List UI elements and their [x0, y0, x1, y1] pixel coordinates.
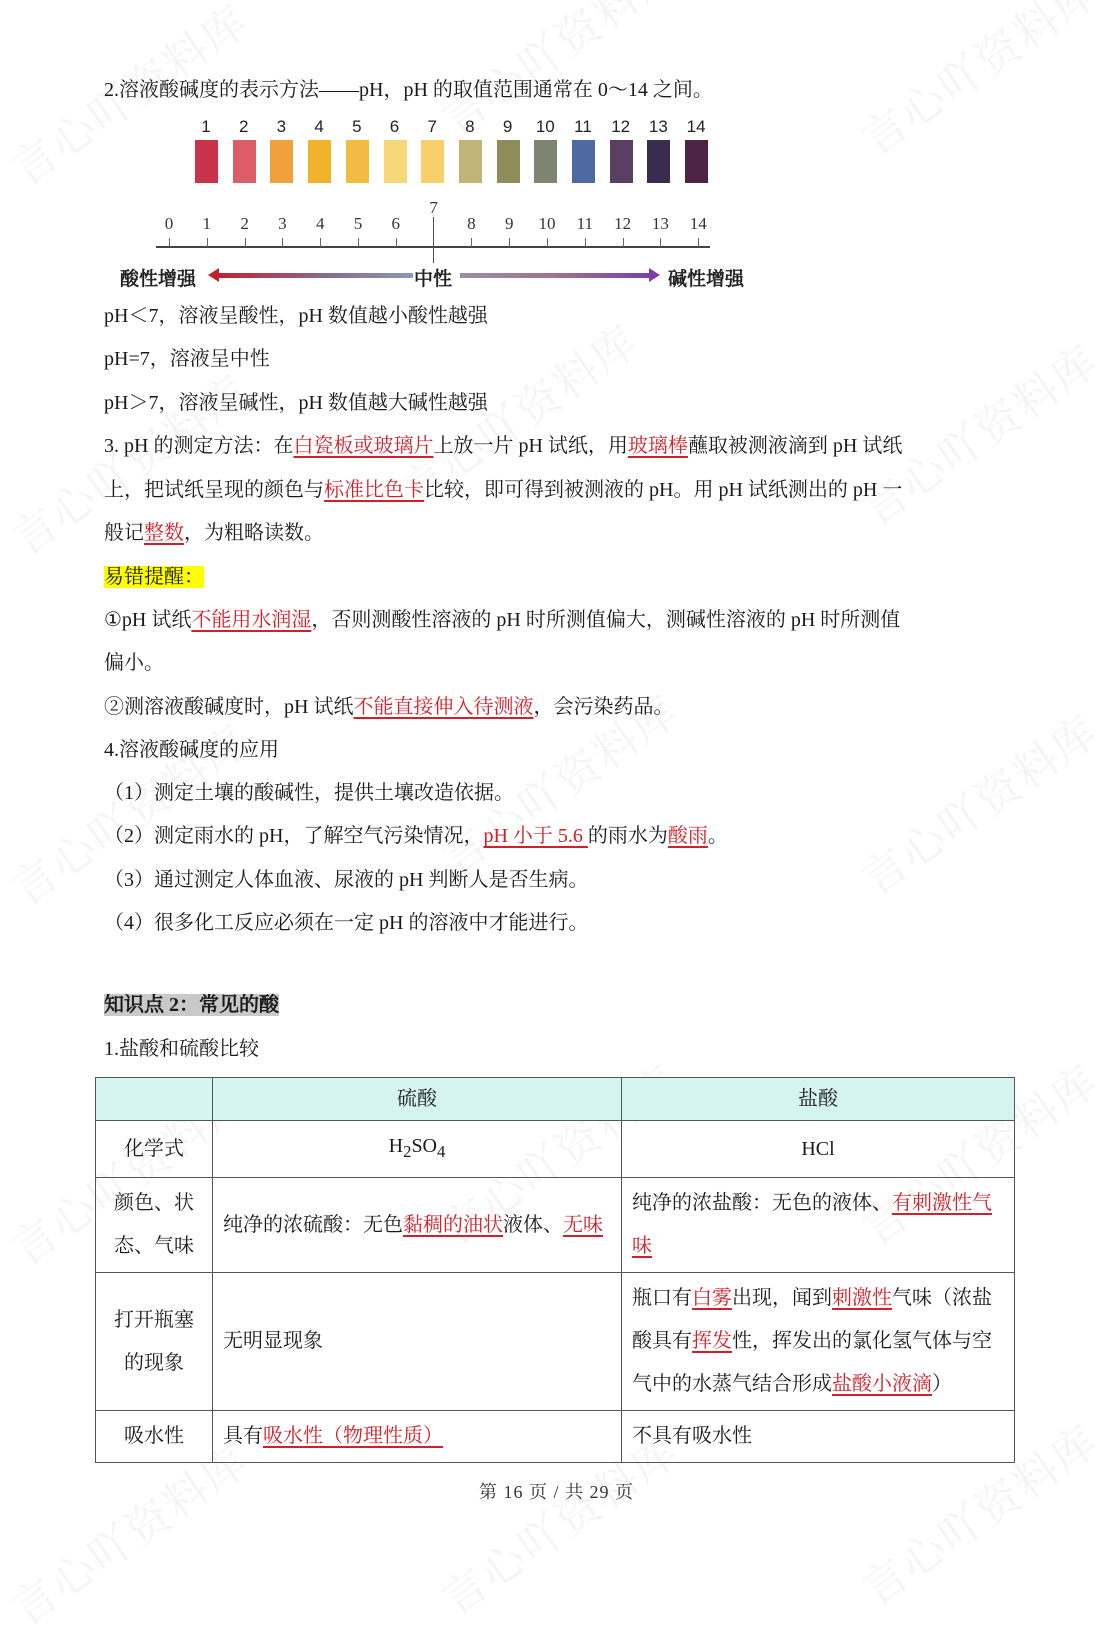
ph-color-swatch [572, 140, 595, 183]
key-term: 白瓷板或玻璃片 [293, 435, 434, 457]
key-term: 刺激性 [832, 1287, 892, 1309]
table-row [96, 1121, 1015, 1178]
warning-item-1-cont: 偏小。 [104, 652, 164, 674]
application-item-1: （1）测定土壤的酸碱性，提供土壤改造依据。 [104, 782, 514, 804]
base-stronger-label: 碱性增强 [668, 268, 745, 290]
ph-scale-number: 5 [352, 117, 362, 136]
text: 气味（浓盐酸具有 [632, 1287, 992, 1352]
ph-axis-number: 13 [651, 214, 669, 233]
subscript: 4 [437, 1142, 446, 1161]
page-number: 第 16 页 / 共 29 页 [478, 1482, 634, 1502]
watermark [847, 697, 1110, 908]
ph-color-swatch [421, 140, 444, 183]
text: 3. pH 的测定方法：在 [104, 435, 294, 457]
base-arrow-icon [460, 273, 650, 278]
ph-measure-method-line2 [104, 476, 902, 504]
ph-scale-number: 9 [502, 117, 513, 136]
ph-color-chart [110, 112, 770, 297]
ph-color-swatch [497, 140, 520, 183]
ph-color-swatch [195, 140, 218, 183]
text: ，会污染药品。 [533, 696, 674, 718]
ph-axis-tick [245, 238, 246, 247]
ph-axis-number: 5 [353, 214, 363, 233]
text: ，为粗略读数。 [184, 522, 324, 544]
ph-axis-tick [698, 238, 699, 247]
key-term: 挥发 [692, 1330, 732, 1352]
table-header-cell: 盐酸 [622, 1078, 1015, 1121]
ph-scale-number: 3 [276, 117, 287, 136]
ph-axis-number: 1 [202, 214, 212, 233]
ph-color-swatch [270, 140, 293, 183]
ph-axis-tick [207, 238, 208, 247]
table-row [96, 1273, 1015, 1411]
ph-color-swatch [610, 140, 633, 183]
highlight: 知识点 2：常见的酸 [104, 994, 279, 1016]
table-cell [622, 1273, 1015, 1411]
text: ） [932, 1373, 952, 1395]
ph-color-swatch [308, 140, 331, 183]
key-term: 整数 [144, 522, 184, 544]
table-header-cell: 硫酸 [213, 1078, 622, 1121]
ph-axis-number: 12 [614, 214, 632, 233]
ph-axis-tick [547, 238, 548, 247]
warning-item-2 [104, 693, 673, 721]
table-cell [213, 1121, 622, 1178]
text: 性，挥发出的氯化氢气体与空气中的水蒸气结合形成 [632, 1330, 992, 1395]
section-heading-ph-representation: 2.溶液酸碱度的表示方法——pH，pH 的取值范围通常在 0～14 之间。 [104, 79, 713, 101]
key-term: pH 小于 5.6 [483, 825, 588, 847]
table-row [96, 1178, 1015, 1273]
key-term: 玻璃棒 [627, 435, 688, 457]
section-heading-ph-application: 4.溶液酸碱度的应用 [104, 739, 279, 761]
text: 纯净的浓硫酸：无色 [223, 1213, 403, 1236]
table-cell [213, 1178, 622, 1273]
ph-axis-number: 6 [391, 214, 401, 233]
ph-acidic-rule: pH＜7，溶液呈酸性，pH 数值越小酸性越强 [104, 305, 488, 327]
text: 上放一片 pH 试纸，用 [433, 435, 628, 457]
ph-axis-tick [282, 238, 283, 247]
ph-measure-method-line3 [104, 519, 324, 547]
ph-axis-number: 3 [278, 214, 287, 233]
acid-comparison-table [95, 1077, 1015, 1463]
ph-axis-number: 0 [164, 214, 174, 233]
key-term: 白雾 [692, 1287, 732, 1309]
knowledge-point-title [104, 991, 279, 1019]
highlight: 易错提醒： [104, 566, 204, 588]
text: ①pH 试纸 [104, 609, 192, 631]
ph-axis-tick [169, 238, 170, 247]
application-item-4: （4）很多化工反应必须在一定 pH 的溶液中才能进行。 [104, 912, 589, 934]
text: H [388, 1135, 404, 1157]
ph-scale-number: 2 [238, 117, 249, 136]
ph-color-swatch [534, 140, 557, 183]
ph-scale-number: 4 [314, 117, 324, 136]
row-label: 吸水性 [96, 1411, 213, 1463]
ph-color-swatch [685, 140, 708, 183]
key-term: 盐酸小液滴 [832, 1373, 932, 1395]
neutral-label: 中性 [414, 268, 453, 290]
ph-scale-number: 1 [201, 117, 211, 136]
ph-neutral-rule: pH=7，溶液呈中性 [104, 348, 270, 370]
ph-scale-number: 12 [611, 117, 631, 136]
table-cell: 无明显现象 [213, 1273, 622, 1411]
ph-axis-tick [471, 238, 472, 247]
application-item-3: （3）通过测定人体血液、尿液的 pH 判断人是否生病。 [104, 869, 589, 891]
text: 蘸取被测液滴到 pH 试纸 [687, 435, 903, 457]
table-cell: HCl [622, 1121, 1015, 1178]
ph-scale-number: 6 [389, 117, 400, 136]
acid-stronger-label: 酸性增强 [120, 268, 197, 290]
warning-title [104, 563, 204, 591]
row-label: 打开瓶塞的现象 [96, 1273, 213, 1411]
ph-axis-neutral-marker [433, 217, 434, 263]
ph-color-swatch [384, 140, 407, 183]
table-row [96, 1411, 1015, 1463]
ph-scale-number: 14 [686, 117, 706, 136]
ph-color-swatch [647, 140, 670, 183]
row-label: 化学式 [96, 1121, 213, 1178]
ph-axis-number: 14 [689, 214, 707, 233]
application-item-2 [104, 822, 728, 850]
key-term: 黏稠的油状 [403, 1213, 503, 1236]
ph-axis-tick [585, 238, 586, 247]
ph-axis-tick [509, 238, 510, 247]
text: 出现，闻到 [732, 1287, 832, 1309]
table-cell [622, 1178, 1015, 1273]
key-term: 标准比色卡 [324, 479, 424, 501]
subscript: 2 [403, 1142, 412, 1161]
key-term: 有刺激性气味 [632, 1192, 992, 1257]
watermark [847, 0, 1110, 167]
ph-axis-tick [396, 238, 397, 247]
ph-scale-number: 7 [427, 117, 437, 136]
text: 上，把试纸呈现的颜色与 [104, 479, 324, 501]
ph-scale-number: 10 [535, 117, 555, 136]
ph-axis-number: 2 [240, 214, 249, 233]
key-term: 不能直接伸入待测液 [353, 696, 534, 718]
table-header-cell [96, 1078, 213, 1121]
ph-axis-tick [660, 238, 661, 247]
text: 比较，即可得到被测液的 pH。用 pH 试纸测出的 pH 一 [424, 479, 903, 501]
ph-basic-rule: pH＞7，溶液呈碱性，pH 数值越大碱性越强 [104, 392, 488, 414]
ph-scale-number: 13 [648, 117, 668, 136]
text: 具有 [223, 1425, 263, 1447]
ph-color-swatch [346, 140, 369, 183]
acid-arrow-icon [218, 273, 413, 278]
table-cell [213, 1411, 622, 1463]
key-term: 无味 [563, 1213, 603, 1236]
text: （2）测定雨水的 pH，了解空气污染情况， [104, 825, 484, 847]
ph-color-swatch [233, 140, 256, 183]
warning-item-1 [104, 606, 900, 634]
ph-measure-method-line1 [104, 432, 902, 460]
ph-axis-tick [320, 238, 321, 247]
ph-axis-number: 9 [504, 214, 514, 233]
ph-scale-number: 11 [574, 117, 592, 136]
text: 液体、 [503, 1213, 563, 1236]
key-term: 吸水性（物理性质） [263, 1425, 443, 1447]
ph-color-swatch [459, 140, 482, 183]
text: 瓶口有 [632, 1287, 692, 1309]
text: ②测溶液酸碱度时，pH 试纸 [104, 696, 354, 718]
key-term: 不能用水润湿 [191, 609, 312, 631]
ph-axis-number: 11 [576, 214, 593, 233]
ph-axis-number: 4 [315, 214, 325, 233]
ph-axis-number: 8 [467, 214, 476, 233]
text: 的雨水为 [587, 825, 668, 847]
key-term: 酸雨 [667, 825, 708, 847]
text: 纯净的浓盐酸：无色的液体、 [632, 1192, 892, 1214]
text: ，否则测酸性溶液的 pH 时所测值偏大，测碱性溶液的 pH 时所测值 [311, 609, 901, 631]
ph-axis-number: 10 [538, 214, 556, 233]
ph-axis-tick [358, 238, 359, 247]
text: 般记 [104, 522, 144, 544]
ph-axis-tick [623, 238, 624, 247]
table-cell: 不具有吸水性 [622, 1411, 1015, 1463]
text: 。 [707, 825, 728, 847]
text: SO [411, 1135, 438, 1157]
ph-axis-number: 7 [429, 198, 438, 217]
ph-scale-number: 8 [465, 117, 475, 136]
comparison-subheading: 1.盐酸和硫酸比较 [104, 1038, 259, 1060]
table-header-row [96, 1078, 1015, 1121]
row-label: 颜色、状态、气味 [96, 1178, 213, 1273]
